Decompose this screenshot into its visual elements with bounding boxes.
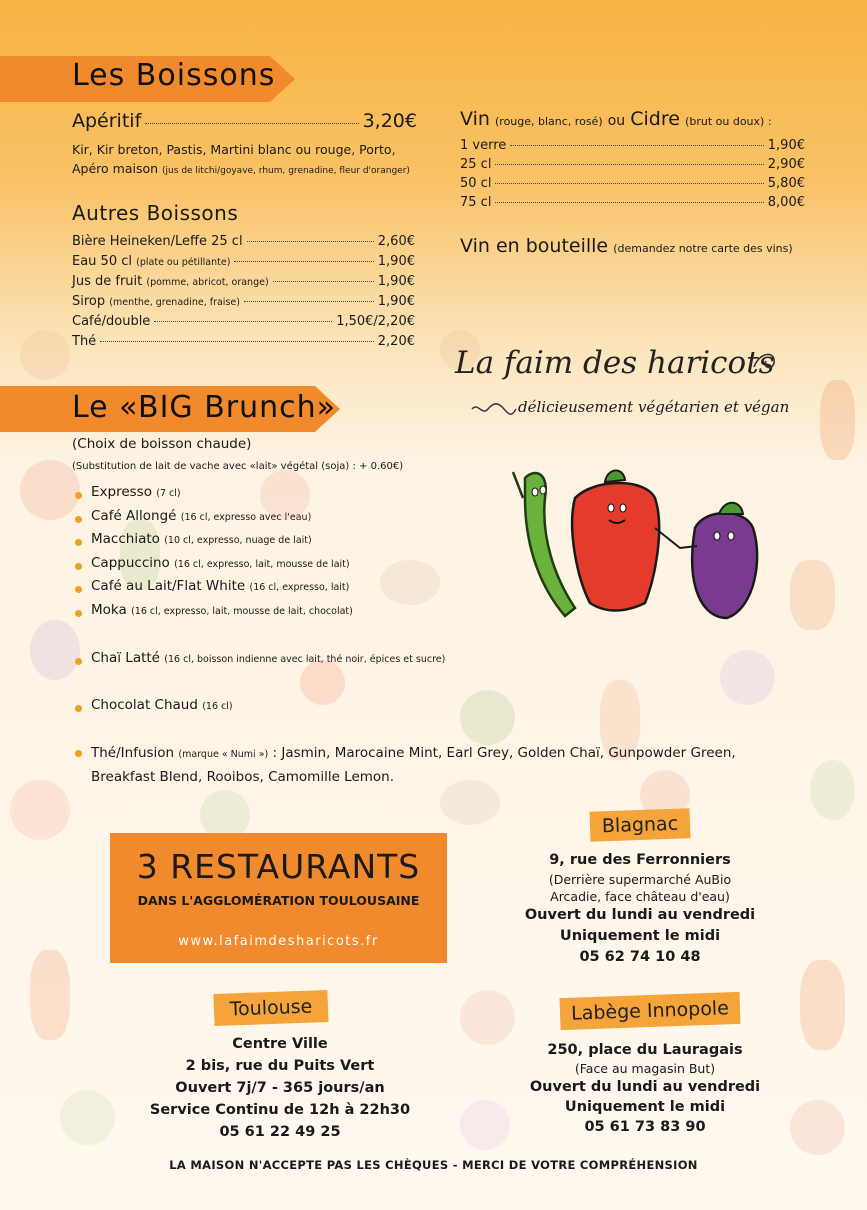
menu-item-row [460, 155, 805, 174]
menu-item-row [460, 174, 805, 193]
boissons-title: Les Boissons [72, 58, 276, 93]
bullet-icon [75, 658, 82, 665]
bullet-icon [75, 586, 82, 593]
brunch-item-detail: (16 cl, expresso, lait, mousse de lait) [174, 559, 350, 570]
item-price: 1,90€ [377, 294, 415, 309]
blagnac-tag: Blagnac [590, 808, 691, 841]
menu-item-row [72, 232, 415, 252]
cidre-detail: (brut ou doux) : [685, 115, 772, 128]
vegetables-illustration [505, 458, 775, 628]
restaurants-title: 3 RESTAURANTS [136, 847, 421, 886]
brunch-item-name: Expresso [91, 484, 152, 500]
brunch-title: Le «BIG Brunch» [72, 390, 337, 425]
the-infusion-line1 [91, 742, 791, 766]
menu-item-name [72, 272, 269, 292]
dot-leader [154, 321, 332, 322]
logo-tagline: délicieusement végétarien et végan [518, 398, 790, 416]
vin-ou: ou [607, 113, 626, 129]
dot-leader [495, 183, 763, 184]
tagline-swirl-icon [470, 400, 518, 418]
aperitif-list: Kir, Kir breton, Pastis, Martini blanc ou rouge, Porto, [72, 142, 396, 157]
apero-maison-name: Apéro maison [72, 161, 159, 176]
dot-leader [510, 145, 764, 146]
brunch-item-name: Chocolat Chaud [91, 697, 198, 713]
bullet-icon [75, 750, 82, 757]
brunch-item-detail: (16 cl) [202, 701, 233, 712]
brunch-item [91, 484, 181, 500]
bullet-icon [75, 539, 82, 546]
labege-hours-2: Uniquement le midi [564, 1099, 726, 1115]
brunch-item-detail: (16 cl, expresso, lait, mousse de lait, chocolat) [131, 606, 353, 617]
brunch-subtitle: (Choix de boisson chaude) [72, 436, 252, 452]
the-infusion-name: Thé/Infusion [91, 745, 175, 761]
the-infusion [91, 742, 791, 789]
dot-leader [273, 281, 374, 282]
item-label: Eau 50 cl [72, 254, 132, 269]
menu-item-row [72, 332, 415, 352]
labege-address: 250, place du Lauragais [547, 1042, 743, 1058]
bullet-icon [75, 705, 82, 712]
toulouse-area: Centre Ville [232, 1036, 328, 1052]
logo-name: La faim des haricots [455, 345, 775, 381]
restaurants-subtitle: DANS L'AGGLOMÉRATION TOULOUSAINE [137, 893, 420, 908]
brunch-item-name: Chaï Latté [91, 650, 160, 666]
toulouse-address-block [120, 1033, 440, 1143]
blagnac-hours-1: Ouvert du lundi au vendredi [524, 907, 756, 923]
dot-leader [244, 301, 374, 302]
item-detail: (menthe, grenadine, fraise) [109, 297, 240, 308]
vin-detail: (rouge, blanc, rosé) [495, 115, 603, 128]
item-price: 2,60€ [377, 234, 415, 249]
brunch-item-detail: (10 cl, expresso, nuage de lait) [164, 535, 312, 546]
item-price: 5,80€ [767, 176, 805, 191]
brunch-item-detail: (7 cl) [156, 488, 181, 499]
item-price: 1,50€/2,20€ [336, 314, 415, 329]
item-label: Thé [72, 334, 97, 349]
bullet-icon [75, 563, 82, 570]
bullet-icon [75, 516, 82, 523]
brunch-item [91, 697, 233, 713]
the-infusion-detail: (marque « Numi ») [178, 749, 269, 760]
item-detail: (plate ou pétillante) [136, 257, 231, 268]
dot-leader [495, 202, 763, 203]
blagnac-hours-2: Uniquement le midi [559, 928, 721, 944]
vin-title: Vin [460, 108, 490, 130]
item-label: Jus de fruit [72, 274, 143, 289]
labege-phone[interactable]: 05 61 73 83 90 [584, 1119, 706, 1135]
swirl-icon [750, 345, 780, 375]
item-price: 1,90€ [377, 254, 415, 269]
item-label: 75 cl [460, 195, 492, 210]
blagnac-address: 9, rue des Ferronniers [549, 852, 731, 868]
item-detail: (pomme, abricot, orange) [146, 277, 269, 288]
brunch-item-detail: (16 cl, expresso, lait) [249, 582, 350, 593]
dot-leader [100, 341, 374, 342]
brunch-note: (Substitution de lait de vache avec «lait» végétal (soja) : + 0.60€) [72, 461, 404, 472]
blagnac-landmark-1: (Derrière supermarché AuBio [548, 872, 732, 887]
vin-bouteille [460, 235, 793, 257]
item-label: 50 cl [460, 176, 492, 191]
blagnac-phone[interactable]: 05 62 74 10 48 [579, 949, 701, 965]
menu-item-name [460, 193, 491, 212]
toulouse-hours-2: Service Continu de 12h à 22h30 [149, 1102, 411, 1118]
item-price: 2,90€ [767, 157, 805, 172]
vin-header [460, 108, 820, 130]
menu-item-row [72, 272, 415, 292]
aperitif-price: 3,20€ [362, 110, 417, 132]
aperitif-line [72, 108, 417, 134]
menu-item-row [460, 193, 805, 212]
labege-landmark: (Face au magasin But) [574, 1061, 716, 1076]
apero-maison [72, 159, 417, 181]
brunch-item [91, 531, 312, 547]
vin-bouteille-detail: (demandez notre carte des vins) [613, 242, 793, 255]
menu-item-row [72, 292, 415, 312]
brunch-item-detail: (16 cl, boisson indienne avec lait, thé noir, épices et sucre) [164, 654, 446, 665]
bullet-icon [75, 492, 82, 499]
vin-bouteille-title: Vin en bouteille [460, 235, 609, 257]
menu-item-name [460, 155, 491, 174]
brunch-item [91, 555, 350, 571]
brunch-item-name: Café au Lait/Flat White [91, 578, 246, 594]
item-label: 1 verre [460, 138, 507, 153]
blagnac-landmark-2: Arcadie, face château d'eau) [550, 889, 730, 904]
vin-list [460, 136, 805, 212]
menu-item-row [72, 312, 415, 332]
cidre-title: Cidre [630, 108, 680, 130]
bullet-icon [75, 610, 82, 617]
the-infusion-flavors: : Jasmin, Marocaine Mint, Earl Grey, Golden Chaï, Gunpowder Green, [272, 745, 736, 761]
dot-leader [247, 241, 374, 242]
menu-item-name [460, 136, 506, 155]
menu-item-name [72, 252, 230, 272]
autres-boissons-list [72, 232, 415, 352]
labege-hours-1: Ouvert du lundi au vendredi [529, 1079, 761, 1095]
item-label: Sirop [72, 294, 106, 309]
item-price: 1,90€ [767, 138, 805, 153]
brunch-item-name: Cappuccino [91, 555, 170, 571]
dot-leader [495, 164, 763, 165]
footer-notice: LA MAISON N'ACCEPTE PAS LES CHÈQUES - MERCI DE VOTRE COMPRÉHENSION [169, 1158, 698, 1172]
item-label: 25 cl [460, 157, 492, 172]
labege-tag: Labège Innopole [559, 992, 740, 1030]
brunch-item-name: Moka [91, 602, 127, 618]
menu-item-name [72, 292, 240, 312]
restaurants-box [110, 833, 447, 963]
menu-item-name [72, 312, 150, 332]
item-price: 2,20€ [377, 334, 415, 349]
toulouse-hours-1: Ouvert 7j/7 - 365 jours/an [175, 1080, 385, 1096]
aperitif-section [72, 108, 417, 181]
toulouse-tag: Toulouse [213, 990, 328, 1026]
menu-item-row [460, 136, 805, 155]
menu-item-name [72, 232, 243, 252]
labege-address-block [510, 1040, 780, 1137]
item-label: Café/double [72, 314, 151, 329]
brunch-item-name: Café Allongé [91, 508, 177, 524]
brunch-item-name: Macchiato [91, 531, 160, 547]
dot-leader [234, 261, 373, 262]
brunch-item [91, 602, 353, 618]
the-infusion-line2: Breakfast Blend, Rooibos, Camomille Lemon. [91, 769, 395, 785]
item-price: 1,90€ [377, 274, 415, 289]
item-price: 8,00€ [767, 195, 805, 210]
menu-item-row [72, 252, 415, 272]
menu-item-name [72, 332, 96, 352]
dot-leader [145, 123, 358, 124]
toulouse-address: 2 bis, rue du Puits Vert [185, 1058, 375, 1074]
website-link[interactable]: www.lafaimdesharicots.fr [178, 934, 379, 949]
apero-maison-detail: (jus de litchi/goyave, rhum, grenadine, fleur d'oranger) [162, 166, 410, 176]
brunch-item [91, 508, 311, 524]
brunch-item [91, 650, 445, 666]
toulouse-phone[interactable]: 05 61 22 49 25 [219, 1124, 341, 1140]
autres-boissons-title: Autres Boissons [72, 201, 239, 225]
brunch-item-detail: (16 cl, expresso avec l'eau) [180, 512, 312, 523]
blagnac-address-block [510, 850, 770, 968]
brunch-item [91, 578, 349, 594]
item-label: Bière Heineken/Leffe 25 cl [72, 234, 243, 249]
menu-item-name [460, 174, 491, 193]
aperitif-label: Apéritif [72, 110, 142, 132]
